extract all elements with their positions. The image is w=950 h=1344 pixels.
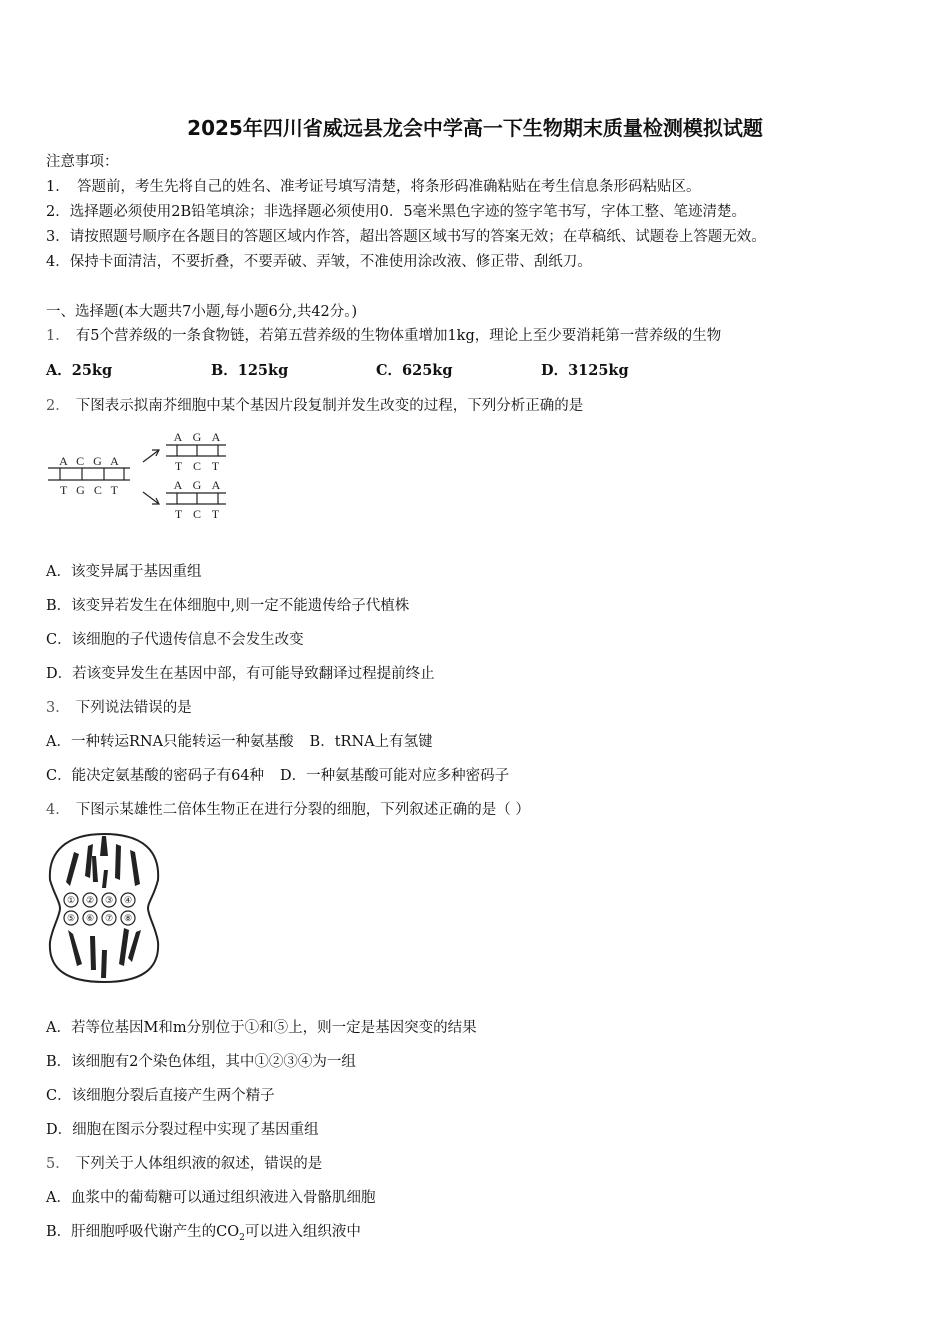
option-d[interactable]: D．3125kg [541, 362, 629, 379]
chromosome-label-6: ⑥ [85, 914, 95, 924]
question-2-option-c[interactable]: C．该细胞的子代遗传信息不会发生改变 [46, 632, 304, 648]
chromosome-label-4: ④ [123, 896, 133, 906]
question-3 [46, 698, 192, 718]
chromosome-label-1: ① [66, 896, 76, 906]
question-stem: 下列说法错误的是 [75, 700, 192, 716]
notice-item-3: 3．请按照题号顺序在各题目的答题区域内作答，超出答题区域书写的答案无效；在草稿纸、试题卷上答题无效。 [46, 229, 766, 245]
strand-upper-top: A G A [173, 430, 221, 444]
option-a[interactable]: A．25kg [46, 362, 113, 379]
question-5-option-b[interactable] [46, 1222, 361, 1248]
question-number: 5． [46, 1156, 70, 1172]
option-c[interactable]: C．625kg [376, 362, 453, 379]
notice-item-2: 2．选择题必须使用2B铅笔填涂；非选择题必须使用0．5毫米黑色字迹的签字笔书写，字体工整、笔迹清楚。 [46, 204, 747, 220]
question-stem: 下列关于人体组织液的叙述，错误的是 [75, 1156, 323, 1172]
chromosome-label-7: ⑦ [104, 914, 114, 924]
page-title: 2025年四川省威远县龙会中学高一下生物期末质量检测模拟试题 [187, 116, 763, 140]
question-number: 1． [46, 328, 70, 344]
option-d[interactable]: D．一种氨基酸可能对应多种密码子 [280, 768, 510, 784]
question-stem: 下图示某雄性二倍体生物正在进行分裂的细胞，下列叙述正确的是（ ） [75, 802, 530, 818]
notice-item-4: 4．保持卡面清洁，不要折叠，不要弄破、弄皱，不准使用涂改液、修正带、刮纸刀。 [46, 254, 592, 270]
option-b[interactable]: B．tRNA上有氢键 [309, 734, 433, 750]
question-1-options [46, 361, 629, 381]
option-b-tail: 可以进入组织液中 [244, 1224, 361, 1240]
section-heading: 一、选择题(本大题共7小题,每小题6分,共42分。) [46, 304, 358, 320]
chromosome-label-8: ⑧ [123, 914, 133, 924]
question-1 [46, 326, 721, 346]
subscript: 2 [239, 1232, 245, 1243]
chromosome-label-5: ⑤ [66, 914, 76, 924]
question-4-option-a[interactable]: A．若等位基因M和m分别位于①和⑤上，则一定是基因突变的结果 [46, 1020, 477, 1036]
question-number: 2． [46, 398, 70, 414]
question-2-option-a[interactable]: A．该变异属于基因重组 [46, 564, 202, 580]
question-3-options-row-2 [46, 766, 509, 786]
option-b-text: B．肝细胞呼吸代谢产生的CO [46, 1224, 240, 1240]
dividing-cell-figure [44, 830, 166, 986]
question-5-option-a[interactable]: A．血浆中的葡萄糖可以通过组织液进入骨骼肌细胞 [46, 1190, 376, 1206]
option-c[interactable]: C．能决定氨基酸的密码子有64种 [46, 768, 265, 784]
chromosome-label-3: ③ [104, 896, 114, 906]
question-2-option-d[interactable]: D．若该变异发生在基因中部，有可能导致翻译过程提前终止 [46, 666, 435, 682]
question-stem: 有5个营养级的一条食物链，若第五营养级的生物体重增加1kg，理论上至少要消耗第一营养级的生物 [75, 328, 722, 344]
strand-upper-bottom: T C T [174, 459, 220, 473]
question-4 [46, 800, 530, 820]
strand-left-top: A C G A [59, 454, 119, 468]
strand-left-bottom: T G C T [60, 483, 118, 497]
strand-lower-top: A G A [173, 478, 221, 492]
question-number: 4． [46, 802, 70, 818]
question-2-option-b[interactable]: B．该变异若发生在体细胞中,则一定不能遗传给子代植株 [46, 598, 410, 614]
notice-heading: 注意事项： [46, 154, 119, 170]
question-stem: 下图表示拟南芥细胞中某个基因片段复制并发生改变的过程，下列分析正确的是 [75, 398, 584, 414]
question-5 [46, 1154, 322, 1174]
question-4-option-c[interactable]: C．该细胞分裂后直接产生两个精子 [46, 1088, 275, 1104]
strand-lower-bottom: T C T [174, 507, 220, 521]
question-4-option-d[interactable]: D．细胞在图示分裂过程中实现了基因重组 [46, 1122, 319, 1138]
question-number: 3． [46, 700, 70, 716]
question-3-options-row-1 [46, 732, 433, 752]
option-b[interactable]: B．125kg [211, 362, 289, 379]
option-a[interactable]: A．一种转运RNA只能转运一种氨基酸 [46, 734, 294, 750]
question-2 [46, 396, 583, 416]
question-4-option-b[interactable]: B．该细胞有2个染色体组，其中①②③④为一组 [46, 1054, 356, 1070]
notice-item-1: 1． 答题前，考生先将自己的姓名、准考证号填写清楚，将条形码准确粘贴在考生信息条形码粘贴区。 [46, 179, 701, 195]
dna-replication-figure [46, 428, 246, 528]
chromosome-label-2: ② [85, 896, 95, 906]
